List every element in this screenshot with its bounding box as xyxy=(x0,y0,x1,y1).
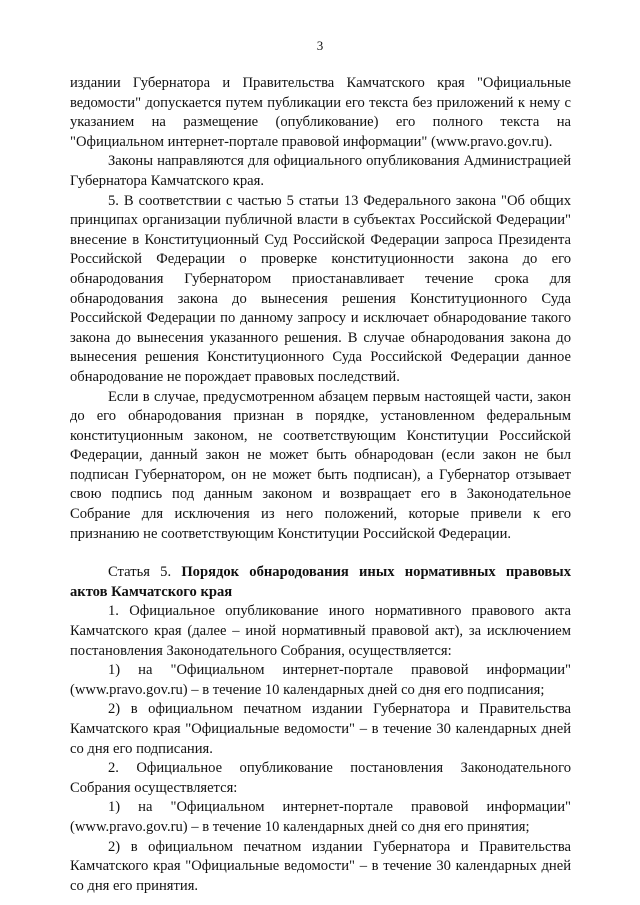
article-title: Порядок обнародования иных нормативных правовых актов Камчатского края xyxy=(70,564,571,600)
page-number: 3 xyxy=(316,38,324,53)
list-item: 1) на "Официальном интернет-портале правовой информации" (www.pravo.gov.ru) – в течение 10 календарных дней со дня его подписания; xyxy=(70,662,571,698)
paragraph: 2. Официальное опубликование постановления Законодательного Собрания осуществляется: xyxy=(70,760,571,796)
paragraph: 5. В соответствии с частью 5 статьи 13 Федерального закона "Об общих принципах организации публичной власти в субъектах Российской Федерации" внесение в Конституционный Суд Российской Федерации запроса Президента Российской Федерации о проверке конституционности закона до его обнародования Губернатором приостанавливает течение срока для обнародования закона до вынесения решения Конституционного Суда Российской Федерации по данному запросу и исключает обнародование такого закона до вынесения указанного решения. В случае обнародования закона до вынесения решения Конституционного Суда Российской Федерации данное обнародование не порождает правовых последствий. xyxy=(70,192,571,385)
paragraph-continuation: издании Губернатора и Правительства Камчатского края "Официальные ведомости" допускается путем публикации его текста без приложений к нему с указанием на размещение (опубликование) его полного текста на "Официальном интернет-портале правовой информации" (www.pravo.gov.ru). xyxy=(70,75,571,150)
paragraph: Если в случае, предусмотренном абзацем первым настоящей части, закон до его обнародования признан в порядке, установленном федеральным конституционным законом, не соответствующим Конституции Российской Федерации, данный закон не может быть обнародован (если закон не был подписан Губернатором, он не может быть подписан), а Губернатор отзывает свою подпись под данным законом и возвращает его в Законодательное Собрание для исключения из него положений, которые привели к его признанию не соответствующим Конституции Российской Федерации. xyxy=(70,388,571,542)
document-body xyxy=(70,74,571,896)
list-item: 2) в официальном печатном издании Губернатора и Правительства Камчатского края "Официальные ведомости" – в течение 30 календарных дней со дня его принятия. xyxy=(70,838,571,894)
list-item: 1) на "Официальном интернет-портале правовой информации" (www.pravo.gov.ru) – в течение 10 календарных дней со дня его принятия; xyxy=(70,799,571,835)
list-item: 2) в официальном печатном издании Губернатора и Правительства Камчатского края "Официальные ведомости" – в течение 30 календарных дней со дня его подписания. xyxy=(70,701,571,757)
paragraph: 1. Официальное опубликование иного нормативного правового акта Камчатского края (далее – иной нормативный правовой акт), за исключением постановления Законодательного Собрания, осуществляется: xyxy=(70,603,571,659)
article-prefix: Статья 5. xyxy=(108,564,172,581)
article-heading xyxy=(70,563,571,602)
paragraph: Законы направляются для официального опубликования Администрацией Губернатора Камчатского края. xyxy=(70,153,571,189)
